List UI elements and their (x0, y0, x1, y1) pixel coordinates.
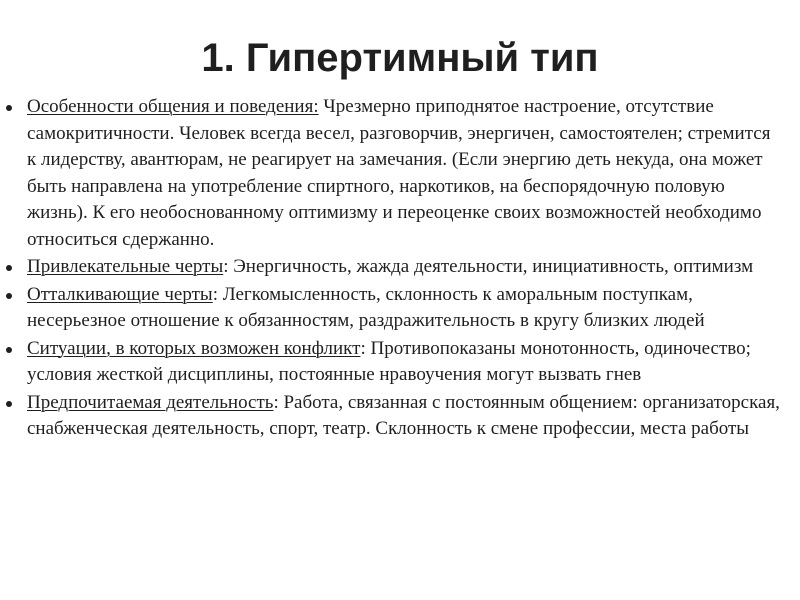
bullet-text: : Работа, связанная с постоянным общением: организаторская, снабженческая деятельность, спорт, театр. Склонность к смене профессии, места работы (27, 391, 780, 439)
bullet-preferred-activity (0, 390, 800, 443)
bullet-communication-behavior (0, 94, 800, 253)
bullet-dot-icon (6, 265, 12, 271)
bullet-dot-icon (6, 401, 12, 407)
bullet-text: : Противопоказаны монотонность, одиночество; условия жесткой дисциплины, постоянные нравоучения могут вызвать гнев (27, 337, 751, 385)
bullet-label: Особенности общения и поведения: (27, 96, 319, 117)
bullet-dot-icon (6, 293, 12, 299)
bullet-repulsive-traits (0, 282, 800, 335)
bullet-dot-icon (6, 347, 12, 353)
bullet-text: : Легкомысленность, склонность к аморальным поступкам, несерьезное отношение к обязанностям, раздражительность в кругу близких людей (27, 283, 705, 331)
bullet-conflict-situations (0, 336, 800, 389)
slide-title: 1. Гипертимный тип (201, 36, 599, 80)
bullet-text: Чрезмерно приподнятое настроение, отсутствие самокритичности. Человек всегда весел, разговорчив, энергичен, самостоятелен; стремится к лидерству, авантюрам, не реагирует на замечания. (Если энергию деть некуда, она может быть направлена на употребление спиртного, наркотиков, на беспорядочную половую жизнь). К его необоснованному оптимизму и переоценке своих возможностей необходимо относиться сдержанно. (27, 96, 771, 250)
bullet-label: Предпочитаемая деятельность (27, 391, 274, 413)
bullet-text: : Энергичность, жажда деятельности, инициативность, оптимизм (223, 256, 754, 277)
bullet-label: Привлекательные черты (27, 256, 224, 277)
bullet-label: Ситуации, в которых возможен конфликт (27, 337, 361, 359)
bullet-dot-icon (6, 105, 12, 111)
bullet-label: Отталкивающие черты (27, 283, 213, 305)
bullet-list (0, 94, 800, 444)
bullet-attractive-traits (0, 254, 800, 281)
